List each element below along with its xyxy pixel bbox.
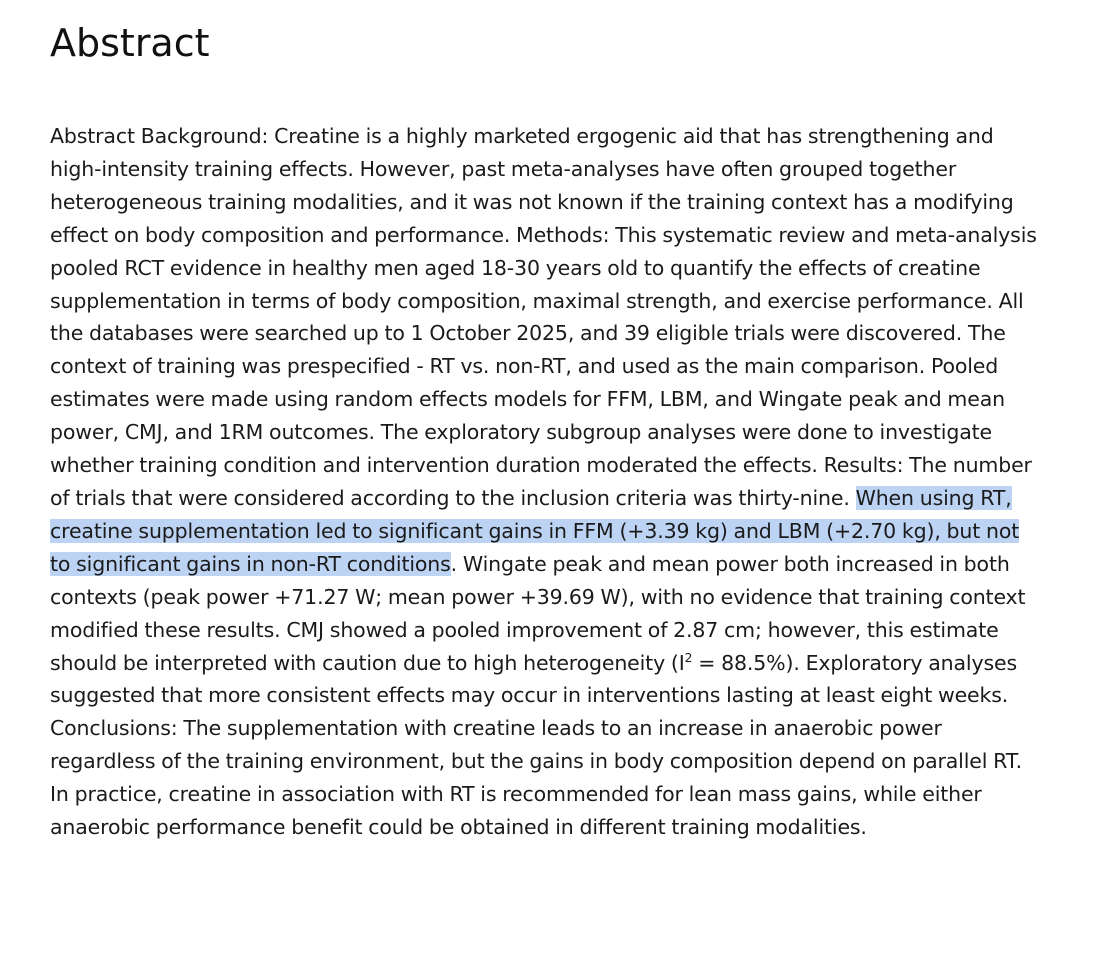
abstract-section <box>50 0 1040 844</box>
abstract-text-part-2: . Wingate peak and mean power both increased in both contexts (peak power +71.27 W; mean power +39.69 W), with no evidence that training context modified these results. CMJ showed a pooled improvement of 2.87 cm; however, this estimate should be interpreted with caution due to high heterogeneity (I <box>50 551 1026 675</box>
abstract-text-part-1: Abstract Background: Creatine is a highly marketed ergogenic aid that has strengthening and high-intensity training effects. However, past meta-analyses have often grouped together heterogeneous training modalities, and it was not known if the training context has a modifying effect on body composition and performance. Methods: This systematic review and meta-analysis pooled RCT evidence in healthy men aged 18-30 years old to quantify the effects of creatine supplementation in terms of body composition, maximal strength, and exercise performance. All the databases were searched up to 1 October 2025, and 39 eligible trials were discovered. The context of training was prespecified - RT vs. non-RT, and used as the main comparison. Pooled estimates were made using random effects models for FFM, LBM, and Wingate peak and mean power, CMJ, and 1RM outcomes. The exploratory subgroup analyses were done to investigate whether training condition and intervention duration moderated the effects. Results: The number of trials that were considered according to the inclusion criteria was thirty-nine. <box>50 124 1037 510</box>
abstract-paragraph[interactable] <box>50 120 1040 844</box>
section-heading: Abstract <box>50 21 210 65</box>
superscript-2: 2 <box>684 650 693 665</box>
selected-text-highlight[interactable]: When using RT, creatine supplementation led to significant gains in FFM (+3.39 kg) and LBM (+2.70 kg), but not to significant gains in non-RT conditions <box>50 485 1020 576</box>
abstract-text-part-3: = 88.5%). Exploratory analyses suggested that more consistent effects may occur in interventions lasting at least eight weeks. Conclusions: The supplementation with creatine leads to an increase in anaerobic power regardless of the training environment, but the gains in body composition depend on parallel RT. In practice, creatine in association with RT is recommended for lean mass gains, while either anaerobic performance benefit could be obtained in different training modalities. <box>50 650 1023 840</box>
